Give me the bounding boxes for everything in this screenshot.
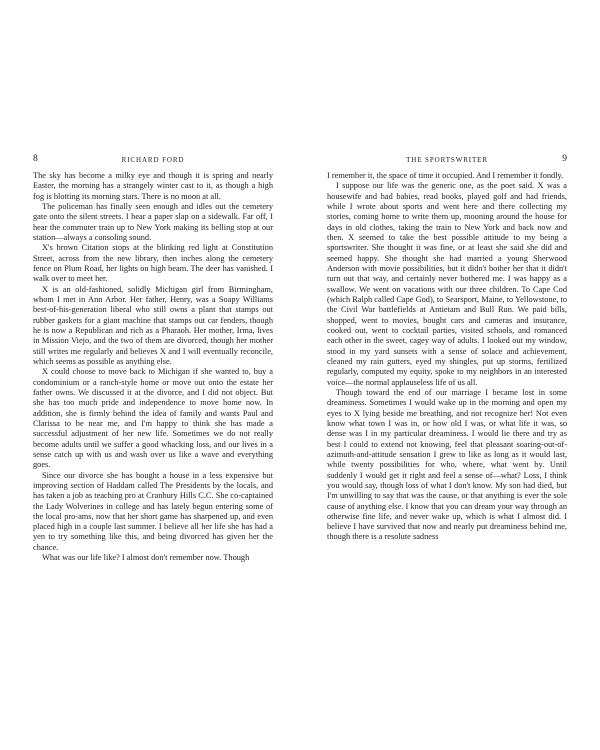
paragraph: X could choose to move back to Michigan if she wanted to, buy a condominium or a ranch-style home or move out onto the estate her father owns. We discussed it at the divorce, and I did not object. But she has too much pride and independence to move home now. In addition, she is firmly behind the idea of family and wants Paul and Clarissa to be near me, and I'm happy to think she has made a successful adjustment of her new life. Sometimes we do not really become adults until we suffer a good whacking loss, and our lives in a sense catch up with us and wash over us like a wave and everything goes. xyxy=(33,367,273,470)
left-page xyxy=(33,155,273,563)
paragraph: Since our divorce she has bought a house in a less expensive but improving section of Haddam called The Presidents by the locals, and has taken a job as teaching pro at Cranbury Hills C.C. She co-captained the Lady Wolverines in college and has lately begun entering some of the local pro-ams, now that her short game has sharpened up, and even placed high in a couple last summer. I believe all her life she has had a yen to try something like this, and being divorced has given her the chance. xyxy=(33,470,273,552)
left-running-head xyxy=(33,155,273,169)
right-running-head-title: THE SPORTSWRITER xyxy=(406,156,488,164)
paragraph: I remember it, the space of time it occupied. And I remember it fondly. xyxy=(327,171,564,180)
left-running-head-title: RICHARD FORD xyxy=(121,156,185,164)
right-page-number: 9 xyxy=(562,154,567,164)
paragraph: I suppose our life was the generic one, as the poet said. X was a housewife and had babies, read books, played golf and had friends, while I wrote about sports and went here and there collecting my stories, coming home to write them up, mooning around the house for days in old clothes, taking the train to New York and back now and then. X seemed to take the best possible attitude to my being a sportswriter. She thought it was fine, or at least she said she did and seemed happy. She thought she had married a young Sherwood Anderson with movie possibilities, but it didn't bother her that it didn't turn out that way, and certainly never bothered me. I was happy as a swallow. We went on vacations with our three children. To Cape Cod (which Ralph called Cape God), to Searsport, Maine, to Yellowstone, to the Civil War battlefields at Antietam and Bull Run. We paid bills, shopped, went to movies, bought cars and cameras and insurance, cooked out, went to cocktail parties, visited schools, and romanced each other in the sweet, cagey way of adults. I looked out my window, stood in my yard sunsets with a sense of solace and achievement, cleaned my rain gutters, eyed my shingles, put up storms, fertilized regularly, computed my equity, spoke to my neighbors in an interested voice—the normal applauseless life of us all. xyxy=(327,181,567,387)
paragraph: What was our life like? I almost don't remember now. Though xyxy=(42,553,250,563)
paragraph: The policeman has finally seen enough and idles out the cemetery gate onto the silent streets. I hear a paper slap on a sidewalk. Far off, I hear the commuter train up to New York making its belling stop at our station—always a consoling sound. xyxy=(33,201,273,242)
right-page xyxy=(327,155,567,543)
right-running-head xyxy=(327,155,567,169)
paragraph: Though toward the end of our marriage I became lost in some dreaminess. Sometimes I would wake up in the morning and open my eyes to X lying beside me breathing, and not recognize her! Not even know what town I was in, or how old I was, or what life it was, so dense was I in my particular dreaminess. I would lie there and try as best I could to extend not knowing, feel that pleasant soaring-out-of-azimuth-and-attitude sensation I grew to like as long as it would last, while twenty possibilities for who, where, what went by. Until suddenly I would get it right and feel a sense of—what? Loss, I think you would say, though loss of what I don't know. My son had died, but I'm unwilling to say that was the cause, or that anything is ever the sole cause of anything else. I know that you can dream your way through an otherwise fine life, and never wake up, which is what I almost did. I believe I have survived that now and nearly put dreaminess behind me, though there is a resolute sadness xyxy=(327,387,567,542)
paragraph: X is an old-fashioned, solidly Michigan girl from Birmingham, whom I met in Ann Arbor. Her father, Henry, was a Soapy Williams best-of-his-generation liberal who still owns a plant that stamps out rubber gaskets for a giant machine that stamps out car fenders, though he is now a Republican and rich as a Pharaoh. Her mother, Irma, lives in Mission Viejo, and the two of them are divorced, though her mother still writes me regularly and believes X and I will eventually reconcile, which seems as possible as anything else. xyxy=(33,284,273,366)
paragraph: The sky has become a milky eye and though it is spring and nearly Easter, the morning has a strangely winter cast to it, as though a high fog is blotting its morning stars. There is no moon at all. xyxy=(33,171,273,201)
left-page-number: 8 xyxy=(33,154,38,164)
left-body-text xyxy=(33,171,273,563)
paragraph: X's brown Citation stops at the blinking red light at Constitution Street, across from the new library, then inches along the cemetery fence on Plum Road, her lights on high beam. The deer has vanished. I walk over to meet her. xyxy=(33,243,273,284)
right-body-text xyxy=(327,171,567,543)
